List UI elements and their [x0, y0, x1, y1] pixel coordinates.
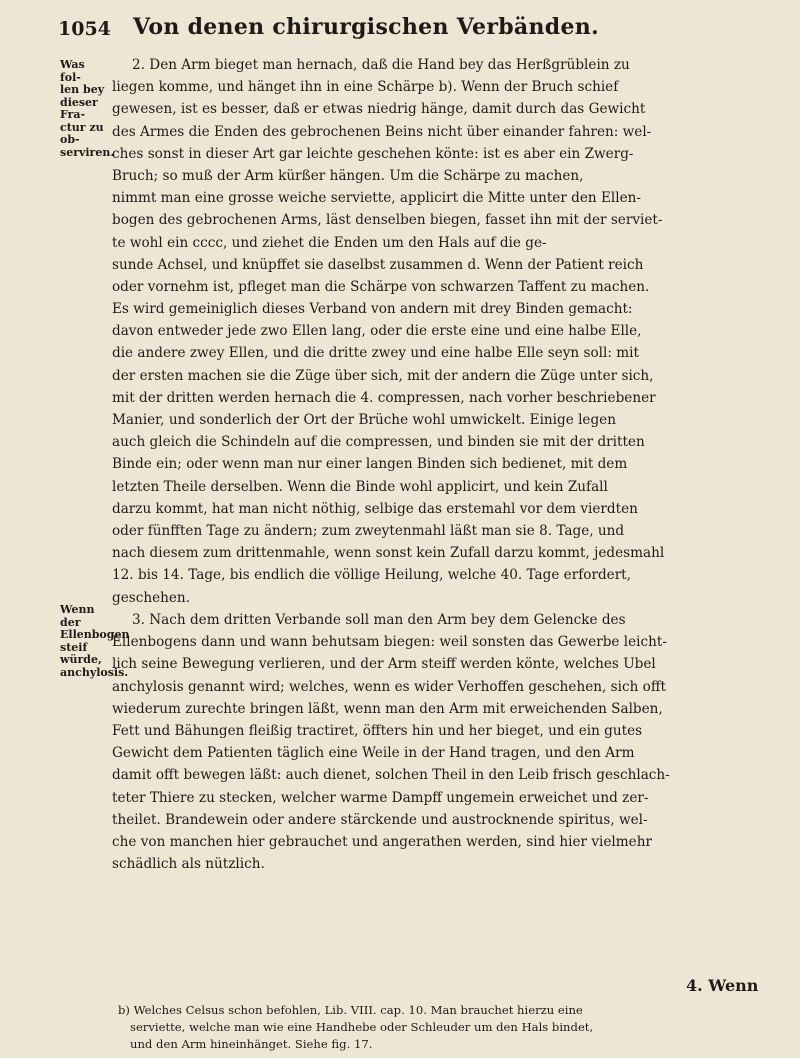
text-line: anchylosis genannt wird; welches, wenn es wider Verhoffen geschehen, sich offt	[112, 678, 666, 695]
footnote-line: b) Welches Celsus schon befohlen, Lib. VIII. cap. 10. Man brauchet hierzu eine	[118, 1003, 583, 1017]
text-line: Es wird gemeiniglich dieses Verband von andern mit drey Binden gemacht:	[112, 301, 633, 318]
text-line: wiederum zurechte bringen läßt, wenn man den Arm mit erweichenden Salben,	[112, 700, 663, 717]
text-line: sunde Achsel, und knüpffet sie daselbst zusammen d. Wenn der Patient reich	[112, 256, 644, 273]
text-line: Manier, und sonderlich der Ort der Brüche wohl umwickelt. Einige legen	[112, 412, 616, 428]
margin-line: serviren.	[60, 145, 115, 159]
page-header	[58, 14, 738, 46]
text-line: 3. Nach dem dritten Verbande soll man den Arm bey dem Gelencke des	[132, 612, 626, 628]
paragraph-2	[112, 54, 752, 609]
catchword: 4. Wenn	[686, 976, 759, 995]
text-line: der ersten machen sie die Züge über sich, mit der andern die Züge unter sich,	[112, 367, 654, 384]
text-line: oder fünfften Tage zu ändern; zum zweytenmahl läßt man sie 8. Tage, und	[112, 522, 625, 539]
text-line: Gewicht dem Patienten täglich eine Weile in der Hand tragen, und den Arm	[112, 745, 635, 762]
margin-line: Was fol-	[60, 58, 85, 84]
text-line: davon entweder jede zwo Ellen lang, oder die erste eine und eine halbe Elle,	[112, 323, 642, 340]
margin-line: Wenn der	[60, 603, 95, 629]
text-line: teter Thiere zu stecken, welcher warme Dampff ungemein erweichet und zer-	[112, 789, 649, 806]
margin-line: ctur zu ob-	[60, 120, 104, 146]
paragraph-3	[112, 609, 752, 875]
text-line: gewesen, ist es besser, daß er etwas niedrig hänge, damit durch das Gewicht	[112, 101, 646, 118]
text-line: theilet. Brandewein oder andere stärckende und austrocknende spiritus, wel-	[112, 811, 648, 828]
text-line: Binde ein; oder wenn man nur einer langen Binden sich bedienet, mit dem	[112, 456, 628, 473]
text-line: auch gleich die Schindeln auf die compressen, und binden sie mit der dritten	[112, 434, 645, 451]
text-line: schädlich als nützlich.	[112, 856, 265, 873]
running-head: Von denen chirurgischen Verbänden.	[133, 14, 600, 40]
text-line: 12. bis 14. Tage, bis endlich die völlige Heilung, welche 40. Tage erfordert,	[112, 567, 631, 584]
text-line: die andere zwey Ellen, und die dritte zwey und eine halbe Elle seyn soll: mit	[112, 345, 639, 362]
margin-note-fracture	[60, 58, 115, 159]
margin-line: Ellenbogen	[60, 628, 130, 641]
text-line: 2. Den Arm bieget man hernach, daß die Hand bey das Herßgrüblein zu	[132, 57, 630, 73]
text-line: che von manchen hier gebrauchet und angerathen werden, sind hier vielmehr	[112, 833, 652, 850]
text-line: mit der dritten werden hernach die 4. compressen, nach vorher beschriebener	[112, 389, 656, 406]
text-line: te wohl ein cccc, und ziehet die Enden um den Hals auf die ge-	[112, 234, 547, 251]
text-line: letzten Theile derselben. Wenn die Binde wohl applicirt, und kein Zufall	[112, 478, 608, 495]
footnote-line: serviette, welche man wie eine Handhebe oder Schleuder um den Hals bindet,	[130, 1020, 594, 1034]
text-line: Bruch; so muß der Arm kürßer hängen. Um die Schärpe zu machen,	[112, 167, 584, 184]
margin-line: anchylosis.	[60, 665, 129, 679]
text-line: ches sonst in dieser Art gar leichte geschehen könte: ist es aber ein Zwerg-	[112, 145, 634, 162]
footnote-line: und den Arm hineinhänget. Siehe fig. 17.	[130, 1037, 373, 1051]
margin-line: steif würde,	[60, 640, 102, 666]
margin-line: len bey	[60, 83, 105, 96]
text-line: darzu kommt, hat man nicht nöthig, selbige das erstemahl vor dem vierdten	[112, 500, 638, 517]
text-line: bogen des gebrochenen Arms, läst denselben biegen, fasset ihn mit der serviet-	[112, 212, 663, 229]
text-line: Fett und Bähungen fleißig tractiret, öffters hin und her bieget, und ein gutes	[112, 722, 643, 739]
margin-note-anchylosis	[60, 603, 130, 679]
text-line: Ellenbogens dann und wann behutsam biegen: weil sonsten das Gewerbe leicht-	[112, 634, 667, 651]
text-line: nach diesem zum drittenmahle, wenn sonst kein Zufall darzu kommt, jedesmahl	[112, 545, 665, 562]
margin-line: dieser Fra-	[60, 95, 98, 121]
text-line: des Armes die Enden des gebrochenen Beins nicht über einander fahren: wel-	[112, 123, 652, 140]
page-number: 1054	[58, 18, 111, 40]
text-line: lich seine Bewegung verlieren, und der Arm steiff werden könte, welches Ubel	[112, 656, 656, 673]
footnote	[112, 1002, 752, 1053]
text-line: liegen komme, und hänget ihn in eine Schärpe b). Wenn der Bruch schief	[112, 79, 619, 96]
text-line: geschehen.	[112, 589, 191, 606]
text-line: oder vornehm ist, pfleget man die Schärpe von schwarzen Taffent zu machen.	[112, 278, 650, 295]
text-line: nimmt man eine grosse weiche serviette, applicirt die Mitte unter den Ellen-	[112, 190, 642, 207]
text-line: damit offt bewegen läßt: auch dienet, solchen Theil in den Leib frisch geschlach-	[112, 767, 670, 784]
